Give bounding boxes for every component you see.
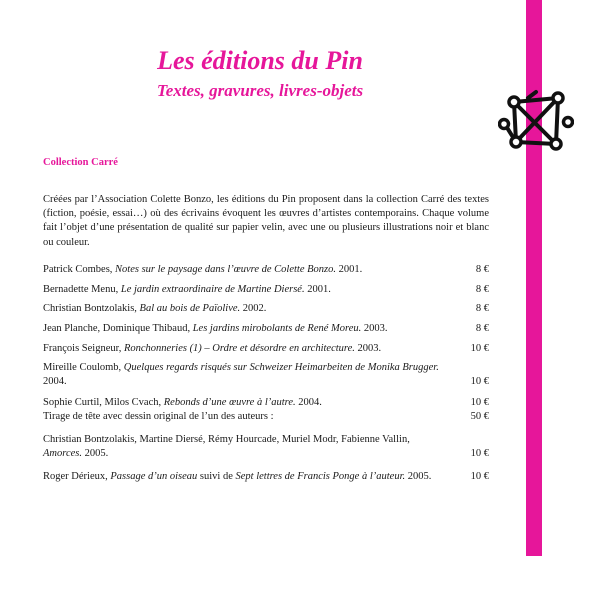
entry-work-line: Amorces. 2005. xyxy=(43,448,109,460)
entry-work-title: Amorces. xyxy=(43,448,82,460)
entry-work-title: Bal au bois de Païolive. xyxy=(139,303,241,314)
entry-price: 10 € xyxy=(470,397,489,408)
entry-work-title: Quelques regards risqués sur Schweizer Heimarbeiten de Monika Brugger. xyxy=(123,362,439,373)
entry-work-title: Passage d’un oiseau xyxy=(110,471,198,482)
entry-text: Mireille Coulomb, Quelques regards risqués sur Schweizer Heimarbeiten de Monika Brugger. xyxy=(43,362,439,373)
entry-work-title: Le jardin extraordinaire de Martine Diersé. xyxy=(120,284,305,295)
entry-price: 8 € xyxy=(475,284,489,295)
entry-text: Patrick Combes, Notes sur le paysage dans l’œuvre de Colette Bonzo. 2001. xyxy=(43,264,363,275)
entry-work-title: Les jardins mirobolants de René Moreu. xyxy=(192,323,362,334)
entry-text: Bernadette Menu, Le jardin extraordinaire de Martine Diersé. 2001. xyxy=(43,284,331,295)
entry-extra-text: Tirage de tête avec dessin original de l’un des auteurs : xyxy=(43,411,274,423)
pin-logo-icon xyxy=(498,86,574,156)
entry-extra-price: 50 € xyxy=(470,411,489,423)
entry-price: 8 € xyxy=(475,264,489,275)
catalog-entry xyxy=(43,342,489,356)
entry-text: Jean Planche, Dominique Thibaud, Les jardins mirobolants de René Moreu. 2003. xyxy=(43,323,388,334)
catalog-entry xyxy=(43,361,489,389)
catalog-entry xyxy=(43,396,489,424)
entry-text: Christian Bontzolakis, Martine Diersé, Rémy Hourcade, Muriel Modr, Fabienne Vallin, xyxy=(43,434,410,445)
entry-price: 10 € xyxy=(470,448,489,460)
catalog-entry xyxy=(43,322,489,336)
entry-work-title: Ronchonneries (1) – Ordre et désordre en architecture. xyxy=(123,343,355,354)
entry-work-title: Rebonds d’une œuvre à l’autre. xyxy=(163,397,296,408)
entry-text: Christian Bontzolakis, Bal au bois de Païolive. 2002. xyxy=(43,303,267,314)
entry-price: 10 € xyxy=(470,376,489,388)
entry-price: 8 € xyxy=(475,323,489,334)
entry-work-title-2: Sept lettres de Francis Ponge à l’auteur. xyxy=(235,471,406,482)
magenta-side-bar xyxy=(526,0,542,556)
catalog-entry xyxy=(43,433,489,461)
catalog-entry xyxy=(43,302,489,316)
entry-text: Roger Dérieux, Passage d’un oiseau suivi de Sept lettres de Francis Ponge à l’auteur. 2005. xyxy=(43,471,432,482)
page-title: Les éditions du Pin xyxy=(157,46,363,75)
entry-text: Sophie Curtil, Milos Cvach, Rebonds d’une œuvre à l’autre. 2004. xyxy=(43,397,322,408)
catalog-entry xyxy=(43,283,489,297)
catalog-entry xyxy=(43,470,489,484)
entry-year: 2004. xyxy=(43,376,67,388)
page-subtitle: Textes, gravures, livres-objets xyxy=(156,81,364,100)
entry-price: 8 € xyxy=(475,303,489,314)
collection-label: Collection Carré xyxy=(43,157,118,168)
entry-text: François Seigneur, Ronchonneries (1) – Ordre et désordre en architecture. 2003. xyxy=(43,343,382,354)
entry-price: 10 € xyxy=(470,343,489,354)
entry-work-title: Notes sur le paysage dans l’œuvre de Colette Bonzo. xyxy=(115,264,337,275)
intro-paragraph: Créées par l’Association Colette Bonzo, les éditions du Pin proposent dans la collection Carré des textes (fiction, poésie, essai…) où des écrivains évoquent les œuvres d’artistes contemporains. Chaque volume fait l’objet d’une présentation de qualité sur papier velin, avec une ou plusieurs illustrations noir et blanc ou couleur. xyxy=(43,194,489,248)
entry-price: 10 € xyxy=(470,471,489,482)
catalog-entry xyxy=(43,263,489,277)
